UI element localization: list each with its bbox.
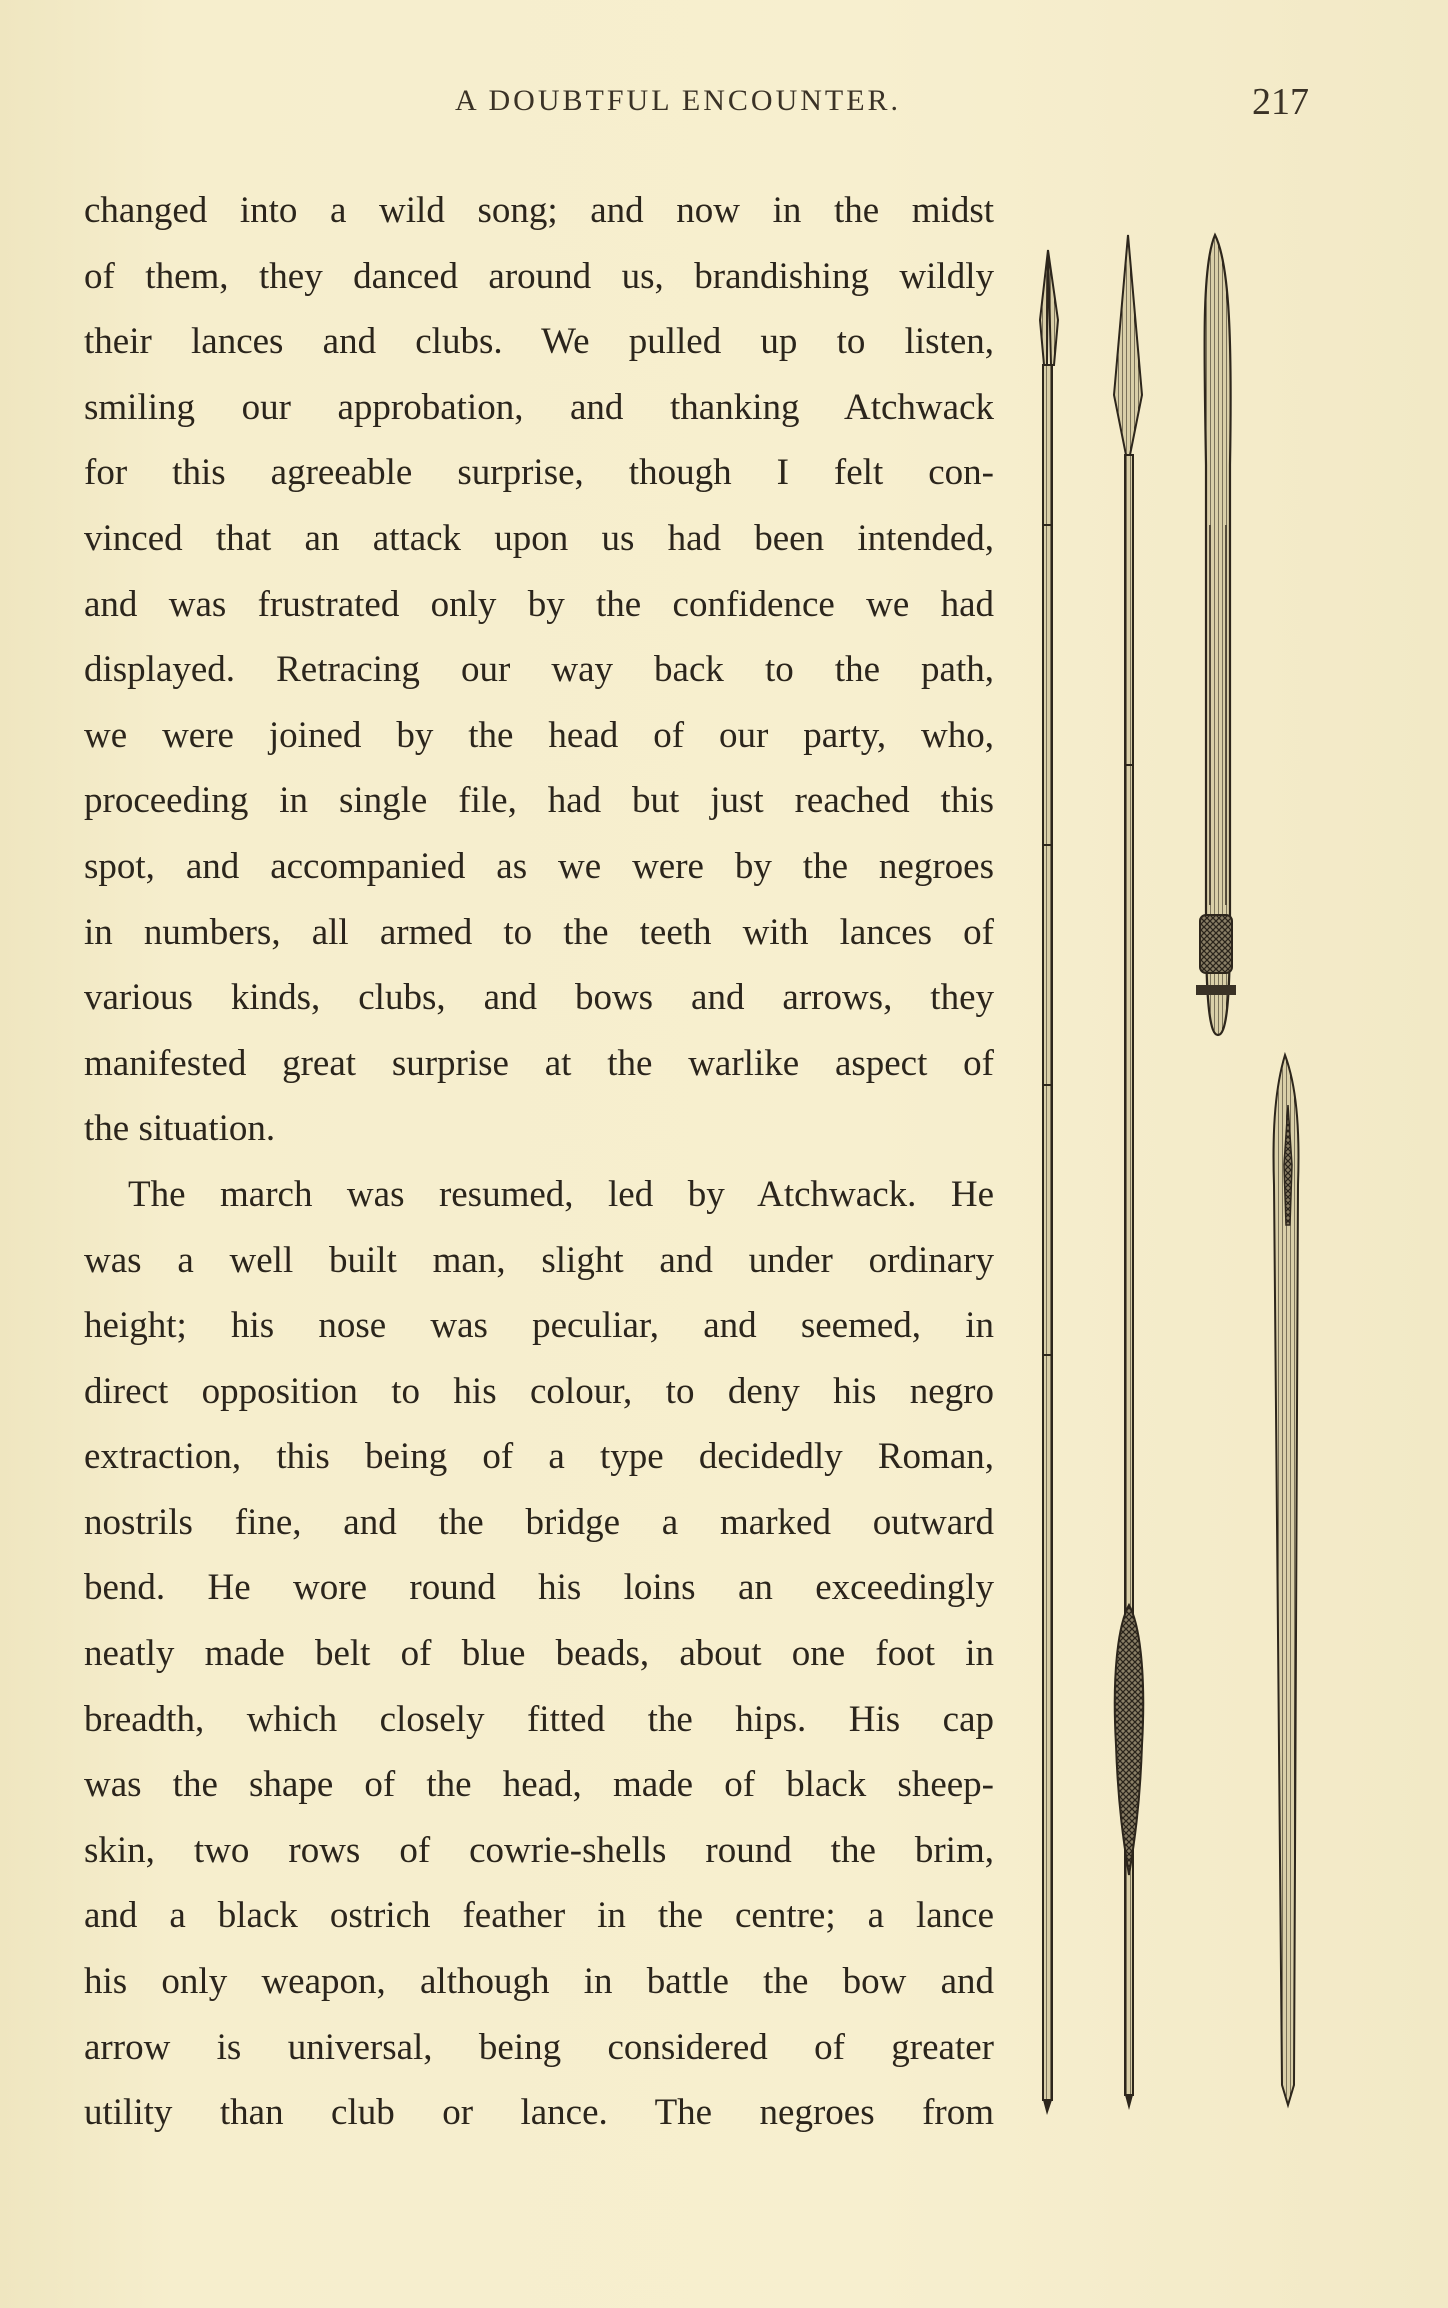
text-line: arrow is universal, being considered of greater <box>84 2026 994 2068</box>
text-line: and was frustrated only by the confidence we had <box>84 583 994 625</box>
weapons-illustration <box>1030 225 1360 2125</box>
text-line: vinced that an attack upon us had been intended, <box>84 517 994 559</box>
text-line: utility than club or lance. The negroes from <box>84 2092 994 2134</box>
text-line: displayed. Retracing our way back to the path, <box>84 649 994 691</box>
text-line: smiling our approbation, and thanking Atchwack <box>84 386 994 428</box>
spear-icon <box>1114 235 1143 2110</box>
running-title: A DOUBTFUL ENCOUNTER. <box>455 84 902 117</box>
text-line: neatly made belt of blue beads, about one foot in <box>84 1633 994 1675</box>
text-line: in numbers, all armed to the teeth with lances of <box>84 911 994 953</box>
text-line: and a black ostrich feather in the centre; a lance <box>84 1895 994 1937</box>
text-line: changed into a wild song; and now in the midst <box>84 190 994 231</box>
text-line: of them, they danced around us, brandishing wildly <box>84 255 994 297</box>
javelin-icon <box>1273 1055 1298 2105</box>
text-line: skin, two rows of cowrie-shells round the brim, <box>84 1829 994 1871</box>
text-line: height; his nose was peculiar, and seemed, in <box>84 1305 994 1347</box>
text-line: was a well built man, slight and under ordinary <box>84 1239 994 1281</box>
text-line: various kinds, clubs, and bows and arrows, they <box>84 977 994 1019</box>
text-line: The march was resumed, led by Atchwack. He <box>128 1173 994 1215</box>
body-text <box>84 178 994 2146</box>
text-line: bend. He wore round his loins an exceedingly <box>84 1567 994 1609</box>
page-number: 217 <box>1252 81 1309 123</box>
running-head <box>0 81 1448 134</box>
club-icon <box>1196 235 1236 1035</box>
text-line: nostrils fine, and the bridge a marked outward <box>84 1501 994 1543</box>
text-line: spot, and accompanied as we were by the negroes <box>84 845 994 887</box>
text-line: their lances and clubs. We pulled up to listen, <box>84 321 994 363</box>
text-line: his only weapon, although in battle the bow and <box>84 1961 994 2003</box>
text-line: proceeding in single file, had but just reached this <box>84 780 994 822</box>
text-line: for this agreeable surprise, though I felt con- <box>84 452 994 494</box>
text-line: was the shape of the head, made of black sheep- <box>84 1764 994 1806</box>
text-line: breadth, which closely fitted the hips. His cap <box>84 1698 994 1740</box>
text-line: the situation. <box>84 1108 276 1150</box>
lance-icon <box>1040 250 1058 2115</box>
text-line: we were joined by the head of our party, who, <box>84 714 994 756</box>
text-line: direct opposition to his colour, to deny his negro <box>84 1370 994 1412</box>
text-line: extraction, this being of a type decidedly Roman, <box>84 1436 994 1478</box>
text-line: manifested great surprise at the warlike aspect of <box>84 1042 994 1084</box>
